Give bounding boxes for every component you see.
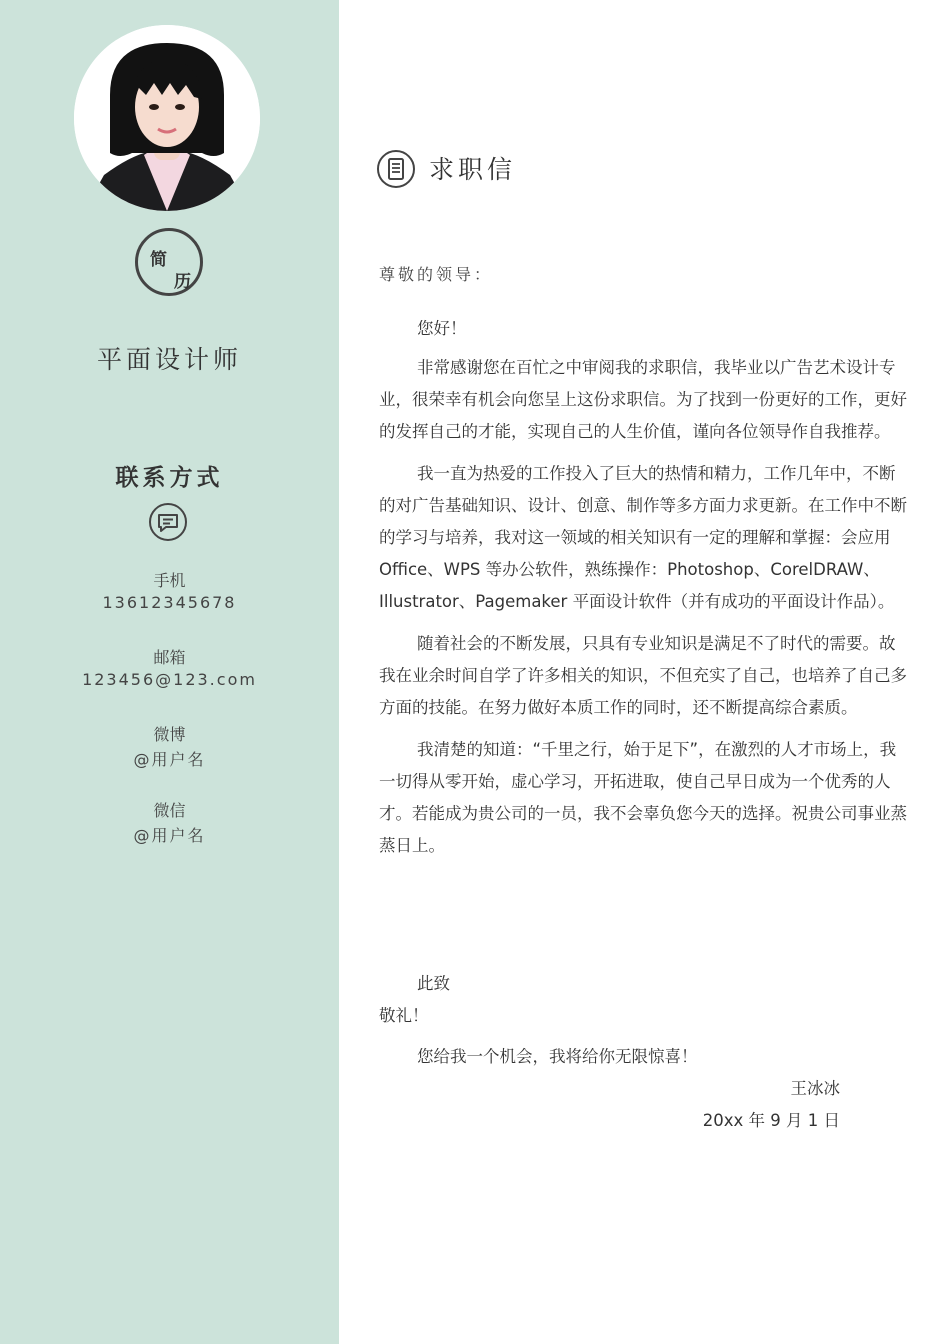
closing-line-1: 此致 xyxy=(417,974,450,993)
resume-badge-char-2: 历 xyxy=(174,272,191,292)
contact-label-email: 邮箱 xyxy=(153,648,186,667)
final-line: 您给我一个机会，我将给你无限惊喜！ xyxy=(417,1047,698,1066)
letter-content xyxy=(339,0,950,1344)
letter-body xyxy=(379,352,907,872)
resume-badge xyxy=(135,228,203,296)
paragraph: 随着社会的不断发展，只具有专业知识是满足不了时代的需要。故我在业余时间自学了许多相关的知识，不但充实了自己，也培养了自己多方面的技能。在努力做好本质工作的同时，还不断提高综合素质。 xyxy=(379,634,907,717)
salutation: 尊敬的领导： xyxy=(379,265,494,284)
contact-value-email: 123456@123.com xyxy=(82,670,257,689)
paragraph: 我一直为热爱的工作投入了巨大的热情和精力，工作几年中，不断的对广告基础知识、设计、创意、制作等多方面力求更新。在工作中不断的学习与培养，我对这一领域的相关知识有一定的理解和掌握：会应用 Office、WPS 等办公软件，熟练操作：Photoshop、CorelDRAW、Illustrator、Pagemaker 平面设计软件（并有成功的平面设计作品）。 xyxy=(379,464,907,611)
sidebar xyxy=(0,0,339,1344)
letter-date: 20xx 年 9 月 1 日 xyxy=(702,1111,840,1130)
contact-section-title: 联系方式 xyxy=(115,465,224,491)
signature: 王冰冰 xyxy=(790,1079,840,1098)
document-icon xyxy=(376,149,416,189)
profile-photo xyxy=(74,25,260,211)
contact-value-weibo: @用户名 xyxy=(133,750,206,769)
letter-heading: 求职信 xyxy=(429,155,517,184)
resume-badge-char-1: 简 xyxy=(150,250,167,270)
contact-label-wechat: 微信 xyxy=(153,801,186,820)
contact-value-phone: 13612345678 xyxy=(102,593,237,612)
closing-line-2: 敬礼！ xyxy=(379,1006,429,1025)
contact-label-phone: 手机 xyxy=(153,571,186,590)
greeting: 您好！ xyxy=(417,319,467,338)
chat-icon xyxy=(148,502,188,542)
paragraph: 我清楚的知道：“千里之行，始于足下”，在激烈的人才市场上，我一切得从零开始，虚心学习，开拓进取，使自己早日成为一个优秀的人才。若能成为贵公司的一员，我不会辜负您今天的选择。祝贵公司事业蒸蒸日上。 xyxy=(379,740,907,855)
paragraph: 非常感谢您在百忙之中审阅我的求职信，我毕业以广告艺术设计专业，很荣幸有机会向您呈上这份求职信。为了找到一份更好的工作，更好的发挥自己的才能，实现自己的人生价值，谨向各位领导作自我推荐。 xyxy=(379,358,907,441)
job-title: 平面设计师 xyxy=(96,345,242,374)
contact-label-weibo: 微博 xyxy=(153,725,186,744)
contact-value-wechat: @用户名 xyxy=(133,826,206,845)
